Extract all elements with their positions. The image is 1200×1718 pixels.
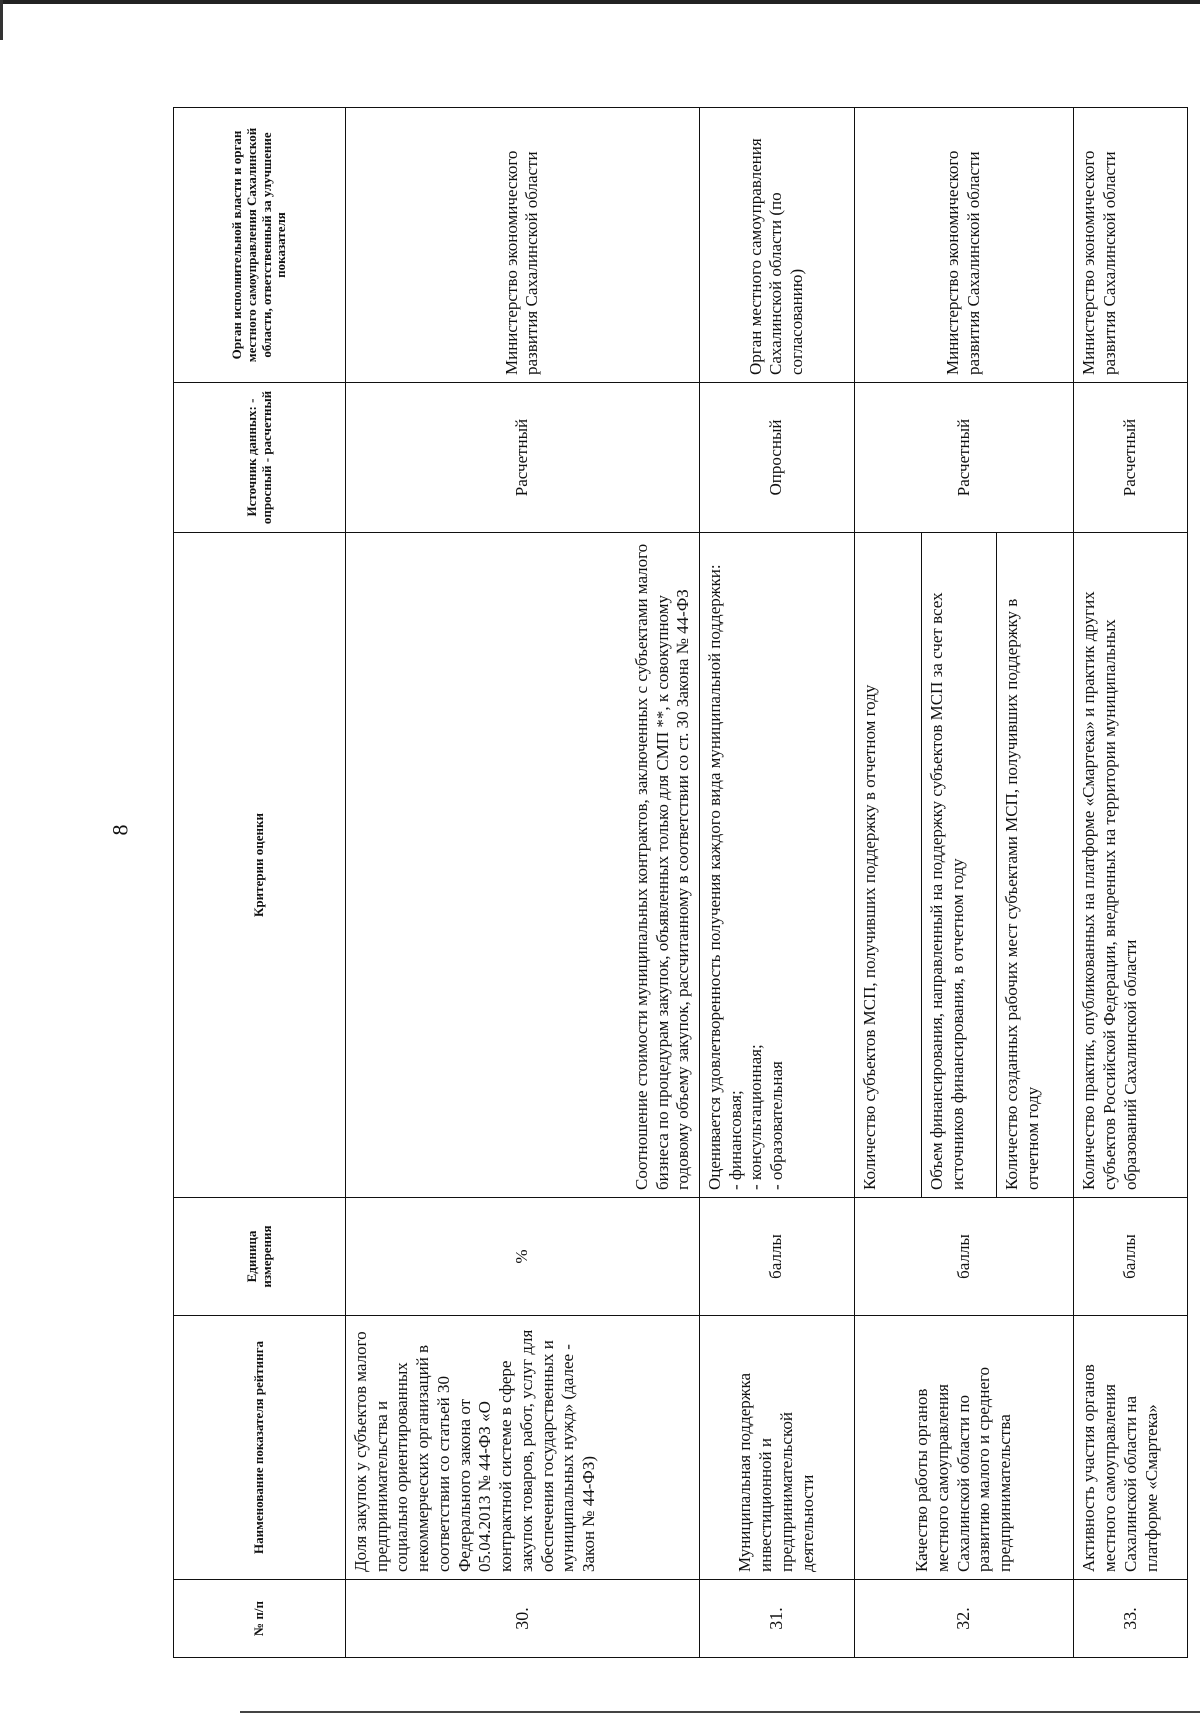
header-name: Наименование показателя рейтинга xyxy=(174,1316,346,1580)
rotated-page xyxy=(173,108,1188,1658)
row-criteria: Соотношение стоимости муниципальных контрактов, заключенных с субъектами малого бизнеса по процедурам закупок, объявленных только для СМП **, к совокупному годовому объему закупок, рассчитанному в соответствии со ст. 30 Закона № 44-ФЗ xyxy=(346,533,700,1198)
criteria-item: - финансовая; xyxy=(725,1090,745,1190)
row-name: Активность участия органов местного самоуправления Сахалинской области на платформе «Смартека» xyxy=(1074,1316,1188,1580)
header-criteria: Критерии оценки xyxy=(174,533,346,1198)
criteria-item: - консультационная; xyxy=(746,1044,766,1190)
row-unit: баллы xyxy=(699,1198,854,1316)
scan-edge-top xyxy=(0,0,1200,4)
row-source: Расчетный xyxy=(854,383,1074,533)
scan-edge-bottom xyxy=(240,1711,1200,1713)
row-num: 31. xyxy=(699,1580,854,1658)
row-num: 32. xyxy=(854,1580,1074,1658)
row-authority: Орган местного самоуправления Сахалинской области (по согласованию) xyxy=(699,108,854,383)
table-row xyxy=(1074,108,1188,1658)
row-criteria-part: Количество субъектов МСП, получивших поддержку в отчетном году xyxy=(854,533,922,1198)
table-header-row xyxy=(174,108,346,1658)
header-authority: Орган исполнительной власти и орган местного самоуправления Сахалинской области, ответственный за улучшение показателя xyxy=(174,108,346,383)
row-criteria: Количество практик, опубликованных на платформе «Смартека» и практик других субъектов Российской Федерации, внедренных на территории муниципальных образований Сахалинской области xyxy=(1074,533,1188,1198)
scan-edge-left xyxy=(0,0,3,40)
row-source: Расчетный xyxy=(346,383,700,533)
rating-table xyxy=(173,107,1188,1658)
header-num: № п/п xyxy=(174,1580,346,1658)
row-source: Расчетный xyxy=(1074,383,1188,533)
criteria-item: - образовательная xyxy=(767,1061,787,1190)
header-unit: Единица измерения xyxy=(174,1198,346,1316)
page-number: 8 xyxy=(107,824,132,836)
row-authority: Министерство экономического развития Сахалинской области xyxy=(854,108,1074,383)
row-name: Доля закупок у субъектов малого предпринимательства и социально ориентированных некоммерческих организаций в соответствии со статьей 30 Федерального закона от 05.04.2013 № 44-ФЗ «О контрактной системе в сфере закупок товаров, работ, услуг для обеспечения государственных и муниципальных нужд» (далее - Закон № 44-ФЗ) xyxy=(346,1316,700,1580)
header-source: Источник данных: - опросный - расчетный xyxy=(174,383,346,533)
row-criteria-part: Количество созданных рабочих мест субъектами МСП, получивших поддержку в отчетном году xyxy=(997,533,1074,1198)
table-row xyxy=(854,108,922,1658)
row-criteria xyxy=(699,533,854,1198)
row-unit: % xyxy=(346,1198,700,1316)
row-name: Качество работы органов местного самоуправления Сахалинской области по развитию малого и среднего предпринимательства xyxy=(854,1316,1074,1580)
row-source: Опросный xyxy=(699,383,854,533)
row-name: Муниципальная поддержка инвестиционной и предпринимательской деятельности xyxy=(699,1316,854,1580)
row-num: 30. xyxy=(346,1580,700,1658)
table-row xyxy=(346,108,700,1658)
row-authority: Министерство экономического развития Сахалинской области xyxy=(1074,108,1188,383)
row-criteria-part: Объем финансирования, направленный на поддержку субъектов МСП за счет всех источников финансирования, в отчетном году xyxy=(922,533,997,1198)
row-unit: баллы xyxy=(1074,1198,1188,1316)
table-row xyxy=(699,108,854,1658)
row-authority: Министерство экономического развития Сахалинской области xyxy=(346,108,700,383)
row-num: 33. xyxy=(1074,1580,1188,1658)
criteria-intro: Оценивается удовлетворенность получения каждого вида муниципальной поддержки: xyxy=(704,564,724,1190)
row-unit: баллы xyxy=(854,1198,1074,1316)
